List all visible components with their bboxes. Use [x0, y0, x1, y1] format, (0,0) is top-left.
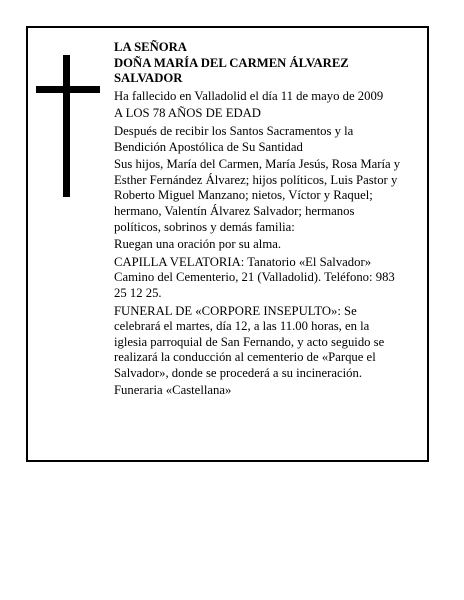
sacraments-paragraph: Después de recibir los Santos Sacramentos y la Bendición Apostólica de Su Santidad: [114, 123, 354, 154]
funeral-home: Funeraria «Castellana»: [114, 383, 232, 398]
death-announcement: Ha fallecido en Valladolid el día 11 de mayo de 2009: [114, 88, 384, 103]
funeral-info: FUNERAL DE «CORPORE INSEPULTO»: Se celebrará el martes, día 12, a las 11.00 horas, en la iglesia parroquial de San Fernando, y acto seguido se realizará la conducción al cementerio de «Parque el Salvador», donde se procederá a su incineración.: [114, 303, 385, 380]
obituary-text: [114, 40, 402, 401]
deceased-name: DOÑA MARÍA DEL CARMEN ÁLVAREZ SALVADOR: [114, 55, 349, 86]
prayer-request: Ruegan una oración por su alma.: [114, 237, 282, 252]
age-line: A LOS 78 AÑOS DE EDAD: [114, 106, 261, 121]
heading-title: LA SEÑORA: [114, 40, 187, 54]
family-paragraph: Sus hijos, María del Carmen, María Jesús, Rosa María y Esther Fernández Álvarez; hijos políticos, Luis Pastor y Roberto Miguel Manzano; nietos, Víctor y Raquel; hermano, Valentín Álvarez Salvador; hermanos políticos, sobrinos y demás familia:: [114, 157, 401, 234]
cross-horizontal-bar: [36, 86, 100, 93]
cross-icon: [36, 55, 100, 197]
cross-vertical-bar: [63, 55, 70, 197]
chapel-info: CAPILLA VELATORIA: Tanatorio «El Salvador» Camino del Cementerio, 21 (Valladolid). Teléfono: 983 25 12 25.: [114, 254, 395, 300]
